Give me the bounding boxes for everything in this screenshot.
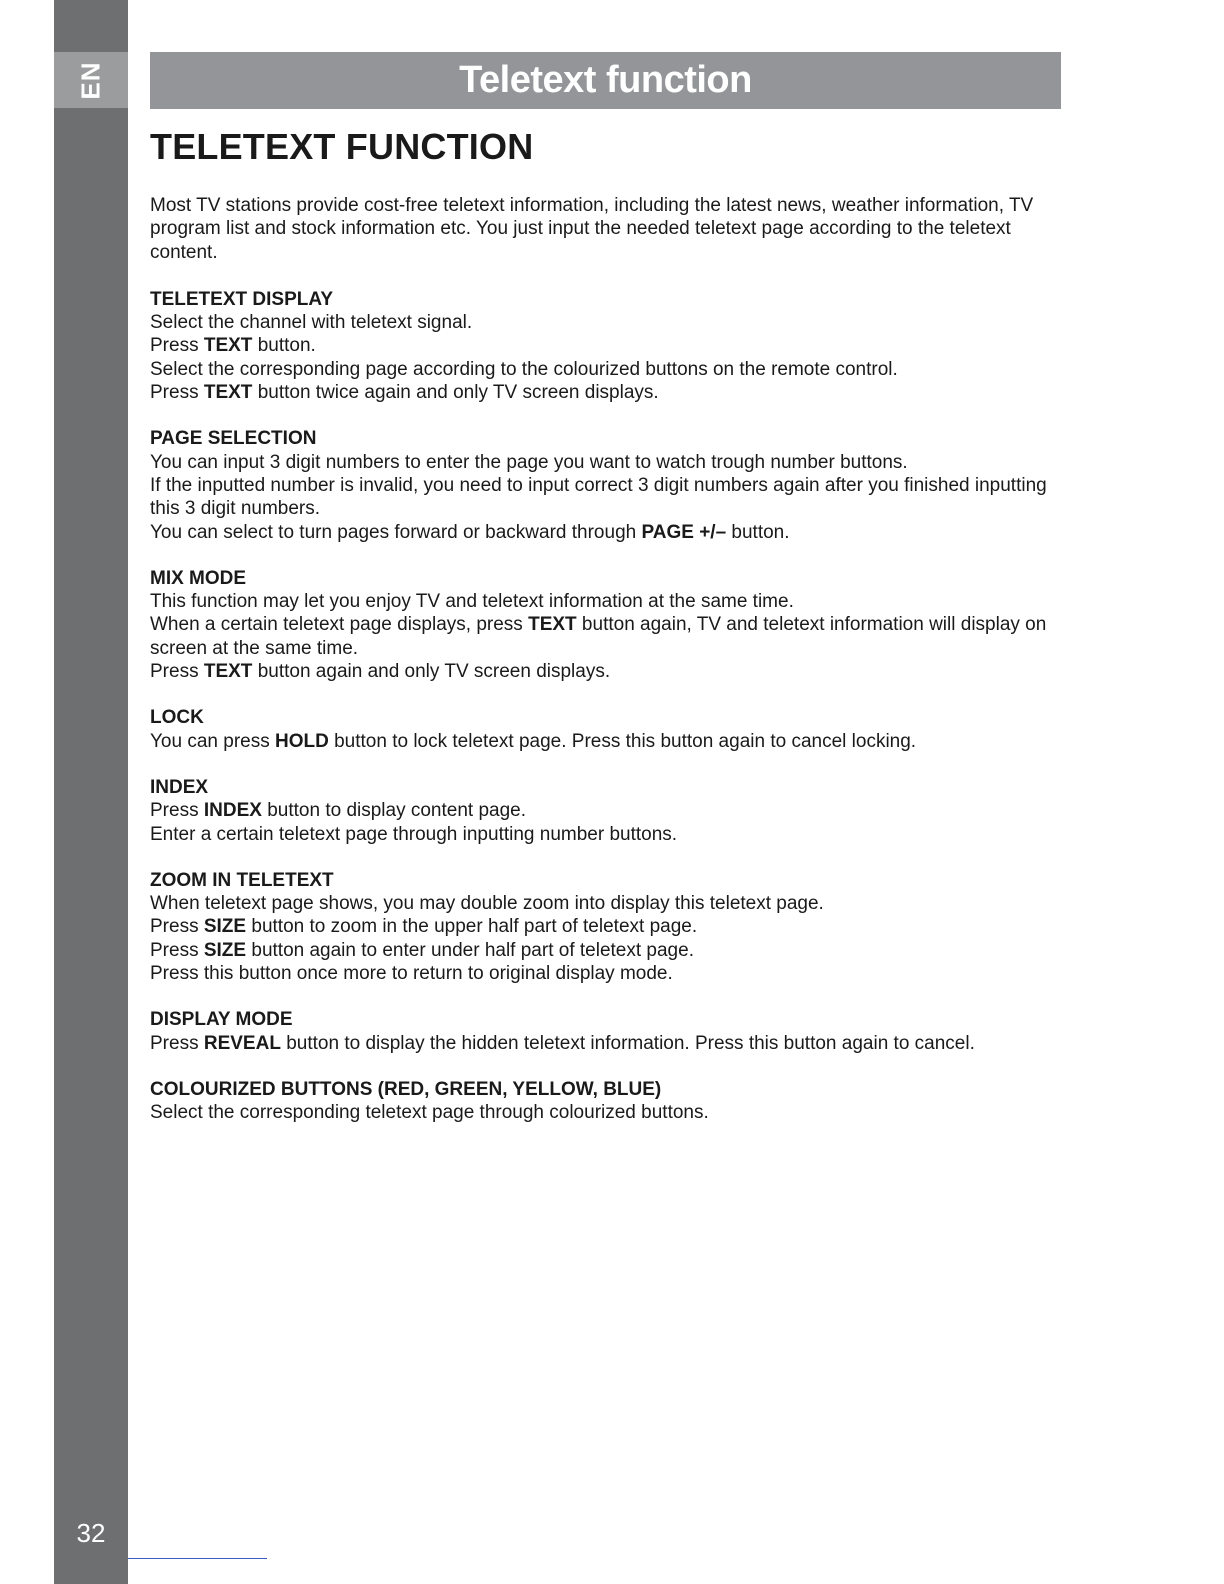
- sections-list: [150, 288, 1065, 1125]
- button-name: SIZE: [203, 939, 247, 961]
- button-name: TEXT: [203, 661, 253, 683]
- line-text: Press: [150, 661, 204, 683]
- section-line: [150, 892, 1065, 915]
- section: [150, 776, 1065, 846]
- line-text: Press: [150, 335, 204, 357]
- section-line: [150, 613, 1065, 660]
- section-heading: DISPLAY MODE: [150, 1009, 293, 1031]
- language-tab: [54, 52, 128, 108]
- line-text: button to display content page.: [261, 800, 527, 822]
- section-heading: COLOURIZED BUTTONS (RED, GREEN, YELLOW, BLUE): [150, 1078, 662, 1100]
- line-text: button to zoom in the upper half part of teletext page.: [246, 916, 698, 938]
- section-heading: INDEX: [150, 776, 209, 798]
- section-heading: TELETEXT DISPLAY: [150, 288, 333, 310]
- line-text: Select the corresponding page according to the colourized buttons on the remote control.: [150, 358, 898, 380]
- section-line: [150, 1032, 1065, 1055]
- chapter-banner-title: Teletext function: [459, 59, 752, 101]
- line-text: You can input 3 digit numbers to enter the page you want to watch trough number buttons.: [150, 451, 908, 473]
- line-text: Press: [150, 382, 204, 404]
- line-text: button to lock teletext page. Press this button again to cancel locking.: [328, 730, 917, 752]
- section-line: [150, 474, 1065, 521]
- section-heading: ZOOM IN TELETEXT: [150, 869, 334, 891]
- section-line: [150, 334, 1065, 357]
- line-text: You can press: [150, 730, 275, 752]
- line-text: If the inputted number is invalid, you need to input correct 3 digit numbers again after you finished inputting this 3 digit numbers.: [150, 474, 1047, 520]
- section-line: [150, 823, 1065, 846]
- section-line: [150, 1101, 1065, 1124]
- button-name: TEXT: [203, 382, 253, 404]
- language-label: EN: [75, 60, 106, 100]
- button-name: HOLD: [275, 730, 329, 752]
- line-text: button again to enter under half part of teletext page.: [246, 939, 694, 961]
- line-text: button twice again and only TV screen displays.: [252, 382, 659, 404]
- side-band: [54, 0, 128, 1584]
- line-text: Press: [150, 916, 204, 938]
- line-text: You can select to turn pages forward or backward through: [150, 521, 642, 543]
- section: [150, 1008, 1065, 1055]
- section-heading: PAGE SELECTION: [150, 428, 317, 450]
- section: [150, 1078, 1065, 1125]
- section-line: [150, 939, 1065, 962]
- line-text: Enter a certain teletext page through inputting number buttons.: [150, 823, 678, 845]
- section-line: [150, 451, 1065, 474]
- button-name: TEXT: [203, 335, 253, 357]
- main-content: [150, 118, 1065, 1148]
- chapter-banner: [150, 52, 1061, 109]
- section: [150, 567, 1065, 683]
- line-text: Press: [150, 800, 204, 822]
- page-number: 32: [76, 1518, 106, 1548]
- section-line: [150, 358, 1065, 381]
- section-line: [150, 521, 1065, 544]
- intro-paragraph: Most TV stations provide cost-free teletext information, including the latest news, weather information, TV program list and stock information etc. You just input the needed teletext page according to the teletext content.: [150, 195, 1034, 263]
- line-text: Press this button once more to return to original display mode.: [150, 963, 673, 985]
- section-line: [150, 660, 1065, 683]
- section-line: [150, 915, 1065, 938]
- section-line: [150, 381, 1065, 404]
- button-name: INDEX: [203, 800, 262, 822]
- section-line: [150, 962, 1065, 985]
- line-text: Select the corresponding teletext page through colourized buttons.: [150, 1102, 709, 1124]
- line-text: When teletext page shows, you may double zoom into display this teletext page.: [150, 893, 824, 915]
- section-line: [150, 799, 1065, 822]
- button-name: PAGE +/–: [641, 521, 727, 543]
- page-title: TELETEXT FUNCTION: [150, 126, 534, 167]
- line-text: button to display the hidden teletext information. Press this button again to cancel.: [280, 1032, 975, 1054]
- button-name: SIZE: [203, 916, 247, 938]
- footer-rule: [128, 1558, 267, 1559]
- line-text: Press: [150, 1032, 204, 1054]
- line-text: Select the channel with teletext signal.: [150, 312, 473, 334]
- section: [150, 706, 1065, 753]
- section-line: [150, 730, 1065, 753]
- section-line: [150, 311, 1065, 334]
- line-text: button again, TV and teletext information will display on screen at the same time.: [150, 614, 1047, 659]
- line-text: button.: [252, 335, 316, 357]
- section: [150, 869, 1065, 985]
- section: [150, 427, 1065, 543]
- button-name: TEXT: [528, 614, 577, 636]
- button-name: REVEAL: [203, 1032, 281, 1054]
- line-text: button again and only TV screen displays.: [252, 661, 611, 683]
- section-line: [150, 590, 1065, 613]
- section: [150, 288, 1065, 404]
- section-heading: MIX MODE: [150, 567, 247, 589]
- section-heading: LOCK: [150, 707, 204, 729]
- line-text: This function may let you enjoy TV and teletext information at the same time.: [150, 591, 794, 613]
- line-text: Press: [150, 939, 204, 961]
- line-text: When a certain teletext page displays, press: [150, 614, 529, 636]
- line-text: button.: [726, 521, 790, 543]
